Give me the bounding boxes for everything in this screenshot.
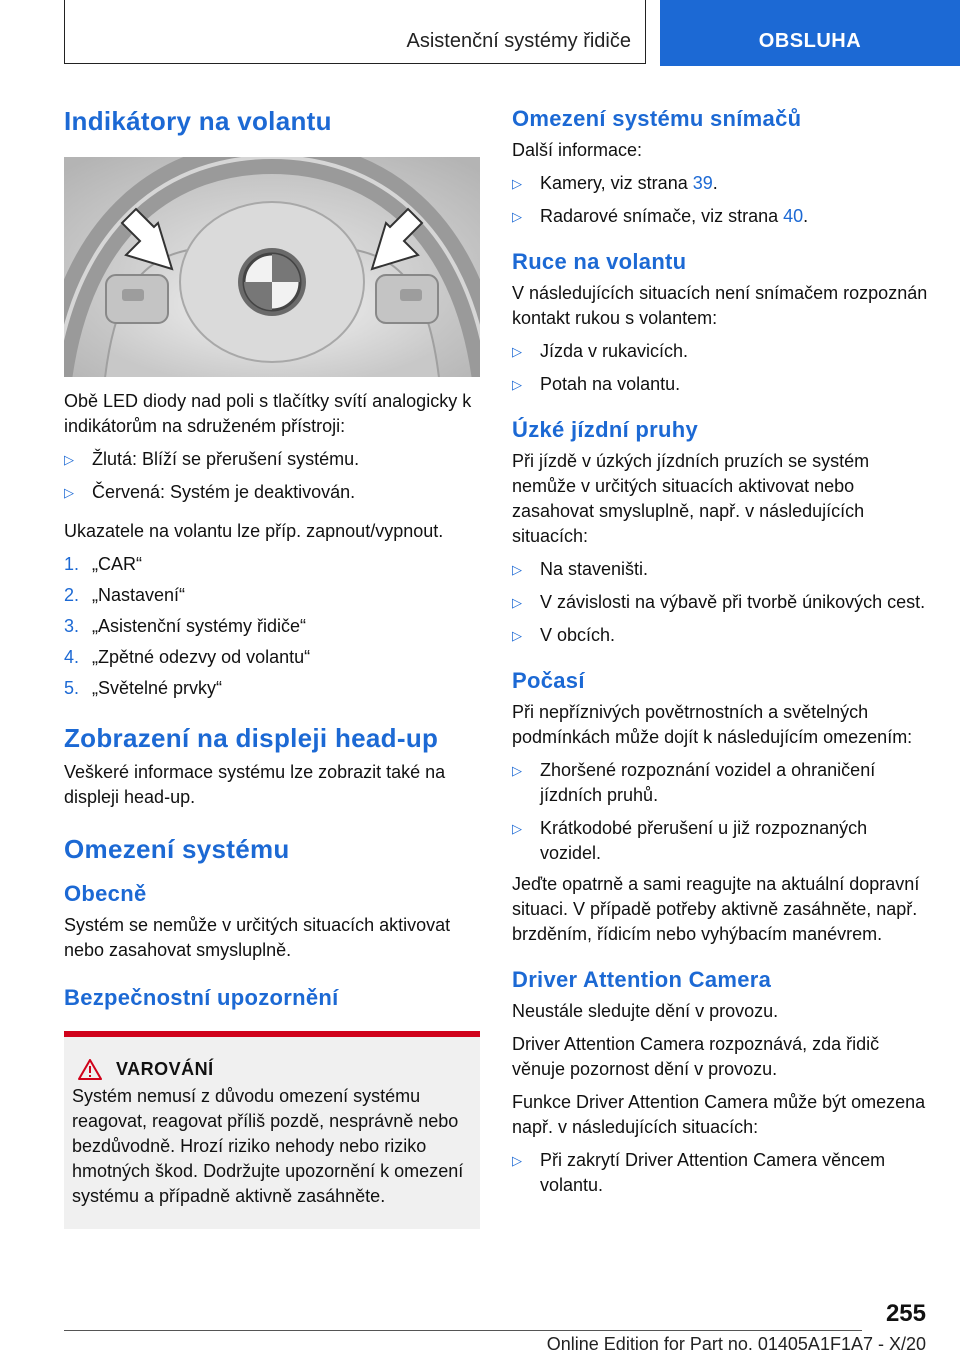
heading-general: Obecně	[64, 881, 147, 906]
triangle-bullet-icon: ▷	[64, 485, 74, 500]
sensor-list	[512, 171, 932, 229]
steering-wheel-icon	[64, 157, 480, 377]
heading-hands: Ruce na volantu	[512, 249, 687, 274]
dac-list	[512, 1148, 932, 1198]
paragraph-dac-1: Neustále sledujte dění v provozu.	[512, 1001, 779, 1021]
heading-narrow-lanes: Úzké jízdní pruhy	[512, 417, 699, 442]
paragraph-led: Obě LED diody nad poli s tlačítky svítí analogicky k indikátorům na sdruženém přístroji:	[64, 391, 472, 436]
triangle-bullet-icon: ▷	[64, 452, 74, 467]
heading-sensor-limits: Omezení systému snímačů	[512, 106, 802, 131]
triangle-bullet-icon: ▷	[512, 763, 522, 778]
list-item: ▷ Červená: Systém je deaktivován.	[64, 480, 484, 505]
paragraph-toggle: Ukazatele na volantu lze příp. zapnout/vypnout.	[64, 521, 444, 541]
weather-list	[512, 758, 932, 866]
header-frame	[64, 0, 646, 64]
page-link-39[interactable]: 39	[692, 173, 713, 193]
paragraph-dac-3: Funkce Driver Attention Camera může být omezena např. v následujících situacích:	[512, 1092, 926, 1137]
triangle-bullet-icon: ▷	[512, 377, 522, 392]
list-item: 2. „Nastavení“	[64, 585, 186, 605]
triangle-bullet-icon: ▷	[512, 344, 522, 359]
list-item: 1. „CAR“	[64, 554, 142, 574]
edition-note: Online Edition for Part no. 01405A1F1A7 - X/20	[546, 1334, 926, 1354]
heading-hud: Zobrazení na displeji head-up	[64, 723, 439, 753]
steering-wheel-illustration	[64, 157, 480, 377]
triangle-bullet-icon: ▷	[512, 821, 522, 836]
list-item: ▷ Jízda v rukavicích.	[512, 339, 932, 364]
paragraph-hud: Veškeré informace systému lze zobrazit také na displeji head-up.	[64, 762, 446, 807]
triangle-bullet-icon: ▷	[512, 209, 522, 224]
heading-limits: Omezení systému	[64, 834, 290, 864]
triangle-bullet-icon: ▷	[512, 595, 522, 610]
paragraph-dac-2: Driver Attention Camera rozpoznává, zda řidič věnuje pozornost dění v provozu.	[512, 1034, 880, 1079]
footer-divider	[64, 1330, 862, 1331]
steps-list	[64, 552, 484, 701]
heading-safety: Bezpečnostní upozornění	[64, 985, 339, 1010]
warning-box	[64, 1031, 480, 1229]
triangle-bullet-icon: ▷	[512, 1153, 522, 1168]
list-item: 3. „Asistenční systémy řidiče“	[64, 616, 307, 636]
heading-indicators: Indikátory na volantu	[64, 106, 332, 136]
list-item: ▷ V závislosti na výbavě při tvorbě únikových cest.	[512, 590, 932, 615]
heading-driver-attention-camera: Driver Attention Camera	[512, 967, 772, 992]
section-tab-label: OBSLUHA	[758, 30, 862, 52]
paragraph-hands: V následujících situacích není snímačem rozpoznán kontakt rukou s volantem:	[512, 283, 928, 328]
chapter-title: Asistenční systémy řidiče	[406, 30, 631, 52]
left-column	[64, 100, 484, 1229]
list-item: ▷ Při zakrytí Driver Attention Camera věncem volantu.	[512, 1150, 886, 1195]
paragraph-general: Systém se nemůže v určitých situacích aktivovat nebo zasahovat smysluplně.	[64, 915, 451, 960]
paragraph-drive-carefully: Jeďte opatrně a sami reagujte na aktuální dopravní situaci. V případě potřeby aktivně zasáhněte, např. brzděním, řídicím nebo vyhýbacím manévrem.	[512, 874, 920, 944]
list-item: ▷ Radarové snímače, viz strana 40.	[512, 204, 932, 229]
triangle-bullet-icon: ▷	[512, 562, 522, 577]
narrow-list	[512, 557, 932, 648]
page-link-40[interactable]: 40	[783, 206, 804, 226]
paragraph-weather: Při nepříznivých povětrnostních a světelných podmínkách může dojít k následujícím omezením:	[512, 702, 913, 747]
warning-label: VAROVÁNÍ	[116, 1059, 214, 1079]
paragraph-narrow-lanes: Při jízdě v úzkých jízdních pruzích se systém nemůže v určitých situacích aktivovat nebo zasahovat smysluplně, např. v následujících situacích:	[512, 451, 870, 546]
heading-weather: Počasí	[512, 668, 585, 693]
list-item: ▷ V obcích.	[512, 623, 932, 648]
list-item: ▷ Potah na volantu.	[512, 372, 932, 397]
hands-list	[512, 339, 932, 397]
warning-text: Systém nemusí z důvodu omezení systému reagovat, reagovat příliš pozdě, nesprávně nebo bezdůvodně. Hrozí riziko nehody nebo riziko hmotných škod. Dodržujte upozornění k omezení systému a případně aktivně zasáhněte.	[72, 1086, 464, 1206]
list-item: 4. „Zpětné odezvy od volantu“	[64, 647, 311, 667]
list-item: ▷ Na staveništi.	[512, 557, 932, 582]
page-number: 255	[885, 1300, 926, 1327]
led-list	[64, 447, 484, 505]
section-tab	[660, 0, 960, 66]
triangle-bullet-icon: ▷	[512, 176, 522, 191]
list-item: ▷ Zhoršené rozpoznání vozidel a ohraničení jízdních pruhů.	[512, 760, 876, 805]
list-item: ▷ Žlutá: Blíží se přerušení systému.	[64, 447, 484, 472]
right-column	[512, 100, 932, 1198]
list-item: 5. „Světelné prvky“	[64, 678, 223, 698]
list-item: ▷ Kamery, viz strana 39.	[512, 171, 932, 196]
list-item: ▷ Krátkodobé přerušení u již rozpoznaných vozidel.	[512, 818, 868, 863]
page-header	[64, 0, 960, 66]
warning-header	[72, 1059, 472, 1080]
paragraph-more-info: Další informace:	[512, 140, 643, 160]
triangle-bullet-icon: ▷	[512, 628, 522, 643]
warning-triangle-icon	[78, 1059, 102, 1080]
